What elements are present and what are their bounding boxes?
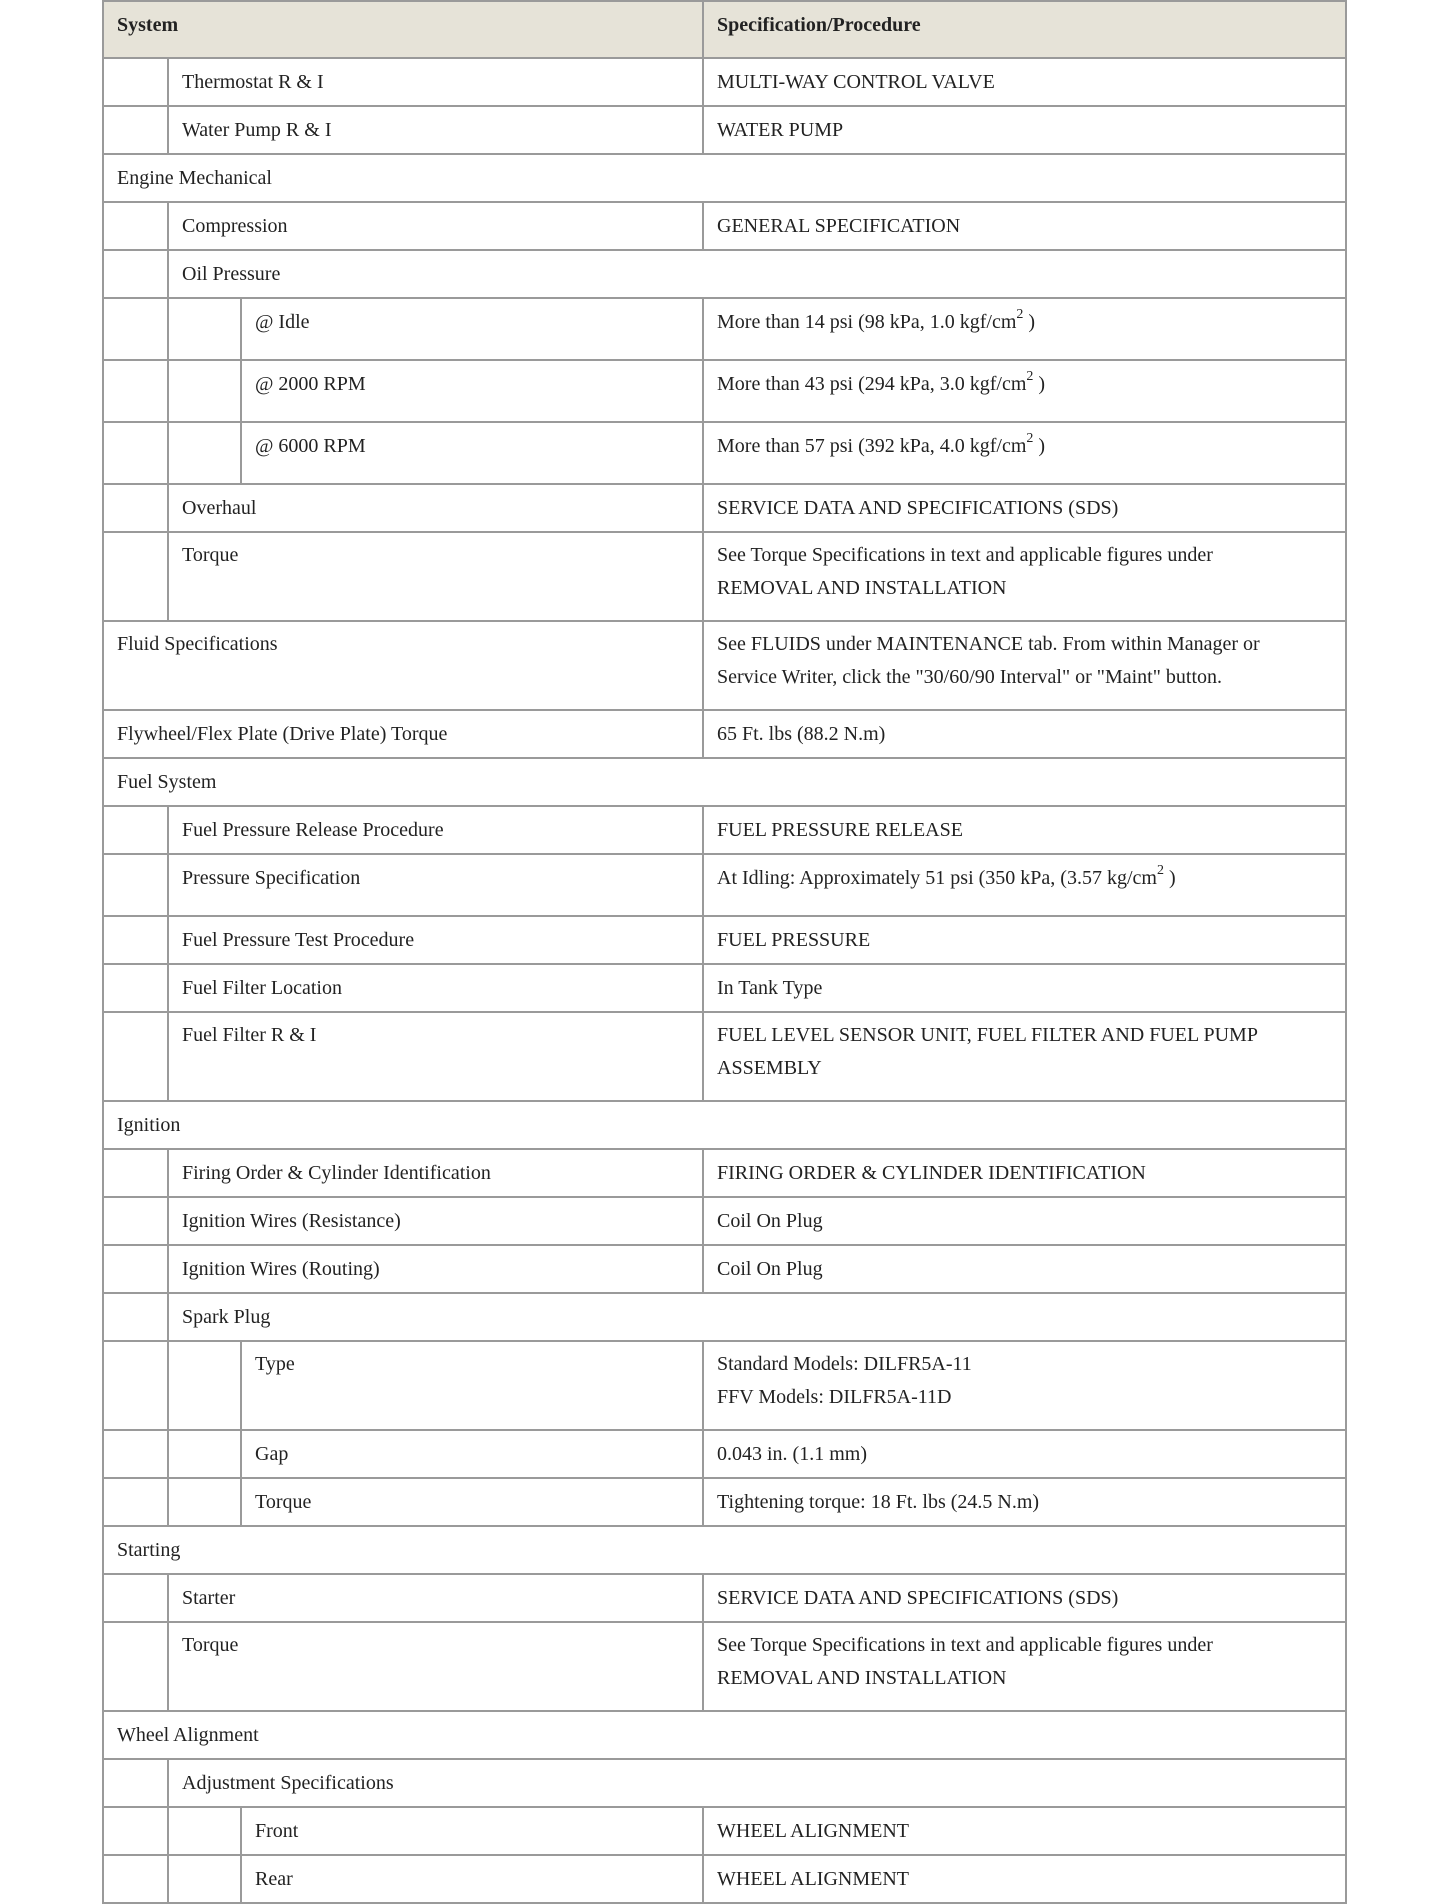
table-row: [103, 202, 1346, 250]
specification-value: More than 14 psi (98 kPa, 1.0 kgf/cm: [717, 311, 1017, 333]
specification-line: [717, 1815, 1332, 1848]
specification-line: [717, 1157, 1332, 1190]
system-cell: [168, 1197, 703, 1245]
table-row: [103, 106, 1346, 154]
specification-cell: [703, 710, 1346, 758]
table-row: [103, 1807, 1346, 1855]
specification-line: [717, 628, 1332, 661]
system-label: Torque: [182, 544, 239, 566]
specification-tail: ): [1163, 867, 1176, 889]
specification-cell: [703, 106, 1346, 154]
indent-cell: [103, 106, 168, 154]
indent-cell: [103, 1341, 168, 1430]
system-cell: [168, 202, 703, 250]
specification-cell: [703, 806, 1346, 854]
specification-line: [717, 368, 1332, 401]
specification-value: In Tank Type: [717, 977, 823, 999]
specification-cell: [703, 1341, 1346, 1430]
specification-cell: [703, 854, 1346, 916]
indent-cell: [103, 854, 168, 916]
system-cell: [168, 484, 703, 532]
indent-cell: [103, 806, 168, 854]
indent-cell: [103, 298, 168, 360]
specification-cell: [703, 360, 1346, 422]
system-cell: [241, 360, 703, 422]
specification-line: [717, 306, 1332, 339]
specification-line: [717, 210, 1332, 243]
indent-cell: [103, 1807, 168, 1855]
table-row: [103, 806, 1346, 854]
table-row: [103, 422, 1346, 484]
specification-value: More than 57 psi (392 kPa, 4.0 kgf/cm: [717, 435, 1027, 457]
indent-cell: [168, 298, 241, 360]
table-body: [103, 58, 1346, 1903]
specification-value: 65 Ft. lbs (88.2 N.m): [717, 723, 886, 745]
specification-value: SERVICE DATA AND SPECIFICATIONS (SDS): [717, 497, 1119, 519]
specification-value: Tightening torque: 18 Ft. lbs (24.5 N.m): [717, 1491, 1040, 1513]
table-row: [103, 1197, 1346, 1245]
indent-cell: [103, 916, 168, 964]
superscript: 2: [1026, 431, 1034, 447]
system-label: Water Pump R & I: [182, 119, 332, 141]
indent-cell: [103, 58, 168, 106]
specification-line-2: FFV Models: DILFR5A-11D: [717, 1386, 952, 1408]
specification-value: MULTI-WAY CONTROL VALVE: [717, 71, 995, 93]
system-label: Type: [255, 1353, 295, 1375]
specification-line: [717, 66, 1332, 99]
table-row: [103, 1245, 1346, 1293]
system-cell: [168, 106, 703, 154]
table-row: [103, 1526, 1346, 1574]
table-row: [103, 1478, 1346, 1526]
specification-line: [717, 1438, 1332, 1471]
indent-cell: [168, 1478, 241, 1526]
indent-cell: [103, 1574, 168, 1622]
indent-cell: [103, 964, 168, 1012]
specification-value: FUEL PRESSURE RELEASE: [717, 819, 963, 841]
system-cell: [241, 422, 703, 484]
table-row: [103, 1293, 1346, 1341]
system-label: @ Idle: [255, 311, 310, 333]
table-row: [103, 1149, 1346, 1197]
specification-cell: [703, 422, 1346, 484]
system-label: @ 2000 RPM: [255, 373, 366, 395]
specification-value: WATER PUMP: [717, 119, 844, 141]
table-row: [103, 964, 1346, 1012]
specification-line: [717, 718, 1332, 751]
table-row: [103, 1574, 1346, 1622]
system-cell: [103, 1526, 1346, 1574]
specification-cell: [703, 916, 1346, 964]
specification-cell: [703, 58, 1346, 106]
system-label: Torque: [182, 1634, 239, 1656]
specification-line: [717, 1019, 1332, 1052]
indent-cell: [103, 1478, 168, 1526]
specification-cell: [703, 964, 1346, 1012]
system-label: Torque: [255, 1491, 312, 1513]
specification-line: [717, 539, 1332, 572]
system-label: Engine Mechanical: [117, 167, 272, 189]
system-cell: [168, 1293, 1346, 1341]
specification-value: 0.043 in. (1.1 mm): [717, 1443, 867, 1465]
table-row: [103, 916, 1346, 964]
system-cell: [103, 758, 1346, 806]
specification-line: [717, 430, 1332, 463]
table-row: [103, 58, 1346, 106]
specification-value: See Torque Specifications in text and applicable figures under: [717, 544, 1213, 566]
indent-cell: [103, 1245, 168, 1293]
system-label: Ignition Wires (Resistance): [182, 1210, 401, 1232]
system-label: Oil Pressure: [182, 263, 281, 285]
specification-value: WHEEL ALIGNMENT: [717, 1820, 909, 1842]
system-label: Gap: [255, 1443, 289, 1465]
system-cell: [168, 58, 703, 106]
specification-value: FIRING ORDER & CYLINDER IDENTIFICATION: [717, 1162, 1146, 1184]
table-row: [103, 1101, 1346, 1149]
indent-cell: [103, 1855, 168, 1903]
specification-value: FUEL LEVEL SENSOR UNIT, FUEL FILTER AND FUEL PUMP: [717, 1024, 1258, 1046]
specification-line-2: ASSEMBLY: [717, 1057, 822, 1079]
specification-cell: [703, 532, 1346, 621]
system-label: Adjustment Specifications: [182, 1772, 394, 1794]
indent-cell: [168, 1430, 241, 1478]
indent-cell: [103, 1430, 168, 1478]
table-row: [103, 1711, 1346, 1759]
table-row: [103, 250, 1346, 298]
table-row: [103, 758, 1346, 806]
specification-line: [717, 1582, 1332, 1615]
system-cell: [103, 1711, 1346, 1759]
specification-line: [717, 492, 1332, 525]
specification-value: Coil On Plug: [717, 1258, 823, 1280]
table-row: [103, 154, 1346, 202]
specification-value: Coil On Plug: [717, 1210, 823, 1232]
system-label: Flywheel/Flex Plate (Drive Plate) Torque: [117, 723, 448, 745]
system-label: Starting: [117, 1539, 181, 1561]
specification-table: [102, 0, 1347, 1904]
system-cell: [241, 1807, 703, 1855]
system-cell: [103, 621, 703, 710]
superscript: 2: [1016, 307, 1024, 323]
system-cell: [168, 1245, 703, 1293]
specification-cell: [703, 1574, 1346, 1622]
table-row: [103, 621, 1346, 710]
indent-cell: [103, 1293, 168, 1341]
table-row: [103, 1341, 1346, 1430]
system-cell: [168, 1759, 1346, 1807]
superscript: 2: [1026, 369, 1034, 385]
system-label: Thermostat R & I: [182, 71, 324, 93]
system-label: Ignition Wires (Routing): [182, 1258, 380, 1280]
specification-line-2: REMOVAL AND INSTALLATION: [717, 577, 1007, 599]
system-label: Wheel Alignment: [117, 1724, 259, 1746]
specification-line: [717, 1863, 1332, 1896]
header-system: System: [103, 1, 703, 58]
system-cell: [168, 532, 703, 621]
specification-cell: [703, 298, 1346, 360]
system-cell: [168, 916, 703, 964]
system-cell: [168, 1012, 703, 1101]
system-cell: [241, 1855, 703, 1903]
indent-cell: [168, 1807, 241, 1855]
indent-cell: [103, 532, 168, 621]
specification-line-2: Service Writer, click the "30/60/90 Interval" or "Maint" button.: [717, 666, 1222, 688]
specification-value: FUEL PRESSURE: [717, 929, 871, 951]
specification-line: [717, 1486, 1332, 1519]
specification-tail: ): [1023, 311, 1036, 333]
system-label: Overhaul: [182, 497, 257, 519]
specification-cell: [703, 1012, 1346, 1101]
specification-cell: [703, 621, 1346, 710]
specification-cell: [703, 1430, 1346, 1478]
system-label: Starter: [182, 1587, 236, 1609]
system-label: Fuel Filter R & I: [182, 1024, 317, 1046]
indent-cell: [168, 1341, 241, 1430]
specification-tail: ): [1033, 373, 1046, 395]
specification-value: SERVICE DATA AND SPECIFICATIONS (SDS): [717, 1587, 1119, 1609]
specification-value: Standard Models: DILFR5A-11: [717, 1353, 972, 1375]
specification-line-2: REMOVAL AND INSTALLATION: [717, 1667, 1007, 1689]
specification-value: See FLUIDS under MAINTENANCE tab. From within Manager or: [717, 633, 1260, 655]
specification-value: See Torque Specifications in text and applicable figures under: [717, 1634, 1213, 1656]
specification-line: [717, 1205, 1332, 1238]
system-cell: [168, 250, 1346, 298]
table-row: [103, 1430, 1346, 1478]
system-cell: [168, 1622, 703, 1711]
specification-cell: [703, 202, 1346, 250]
specification-line: [717, 114, 1332, 147]
specification-cell: [703, 1807, 1346, 1855]
indent-cell: [168, 360, 241, 422]
specification-cell: [703, 1197, 1346, 1245]
system-label: Compression: [182, 215, 288, 237]
table-row: [103, 484, 1346, 532]
system-label: Front: [255, 1820, 299, 1842]
table-row: [103, 532, 1346, 621]
system-label: Spark Plug: [182, 1306, 271, 1328]
table-row: [103, 1622, 1346, 1711]
specification-line: [717, 1629, 1332, 1662]
system-label: Firing Order & Cylinder Identification: [182, 1162, 491, 1184]
system-label: Ignition: [117, 1114, 181, 1136]
table-row: [103, 1012, 1346, 1101]
system-cell: [103, 710, 703, 758]
indent-cell: [103, 202, 168, 250]
system-cell: [241, 1478, 703, 1526]
system-cell: [241, 298, 703, 360]
system-cell: [241, 1341, 703, 1430]
superscript: 2: [1156, 863, 1164, 879]
specification-value: WHEEL ALIGNMENT: [717, 1868, 909, 1890]
specification-cell: [703, 1478, 1346, 1526]
specification-cell: [703, 484, 1346, 532]
system-cell: [103, 154, 1346, 202]
system-label: Fuel Pressure Test Procedure: [182, 929, 415, 951]
specification-line: [717, 1348, 1332, 1381]
specification-tail: ): [1033, 435, 1046, 457]
system-cell: [168, 1149, 703, 1197]
indent-cell: [103, 1759, 168, 1807]
table-row: [103, 710, 1346, 758]
indent-cell: [103, 360, 168, 422]
system-label: Fuel Filter Location: [182, 977, 342, 999]
system-cell: [241, 1430, 703, 1478]
table-row: [103, 360, 1346, 422]
specification-value: More than 43 psi (294 kPa, 3.0 kgf/cm: [717, 373, 1027, 395]
indent-cell: [103, 1622, 168, 1711]
specification-cell: [703, 1245, 1346, 1293]
indent-cell: [168, 422, 241, 484]
indent-cell: [103, 250, 168, 298]
indent-cell: [103, 422, 168, 484]
specification-value: GENERAL SPECIFICATION: [717, 215, 961, 237]
indent-cell: [103, 1149, 168, 1197]
indent-cell: [103, 484, 168, 532]
specification-line: [717, 862, 1332, 895]
table-row: [103, 298, 1346, 360]
table-row: [103, 1855, 1346, 1903]
specification-line: [717, 972, 1332, 1005]
system-label: Fuel Pressure Release Procedure: [182, 819, 444, 841]
specification-line: [717, 814, 1332, 847]
specification-line: [717, 924, 1332, 957]
indent-cell: [103, 1012, 168, 1101]
indent-cell: [103, 1197, 168, 1245]
specification-value: At Idling: Approximately 51 psi (350 kPa, (3.57 kg/cm: [717, 867, 1157, 889]
system-cell: [168, 806, 703, 854]
system-label: Pressure Specification: [182, 867, 361, 889]
indent-cell: [168, 1855, 241, 1903]
system-label: @ 6000 RPM: [255, 435, 366, 457]
specification-cell: [703, 1855, 1346, 1903]
system-cell: [168, 964, 703, 1012]
system-cell: [103, 1101, 1346, 1149]
table-row: [103, 1759, 1346, 1807]
system-cell: [168, 854, 703, 916]
system-label: Fluid Specifications: [117, 633, 278, 655]
system-label: Rear: [255, 1868, 293, 1890]
system-cell: [168, 1574, 703, 1622]
table-row: [103, 854, 1346, 916]
specification-line: [717, 1253, 1332, 1286]
header-specification: Specification/Procedure: [703, 1, 1346, 58]
specification-cell: [703, 1622, 1346, 1711]
specification-cell: [703, 1149, 1346, 1197]
table-header-row: [103, 1, 1346, 58]
system-label: Fuel System: [117, 771, 217, 793]
